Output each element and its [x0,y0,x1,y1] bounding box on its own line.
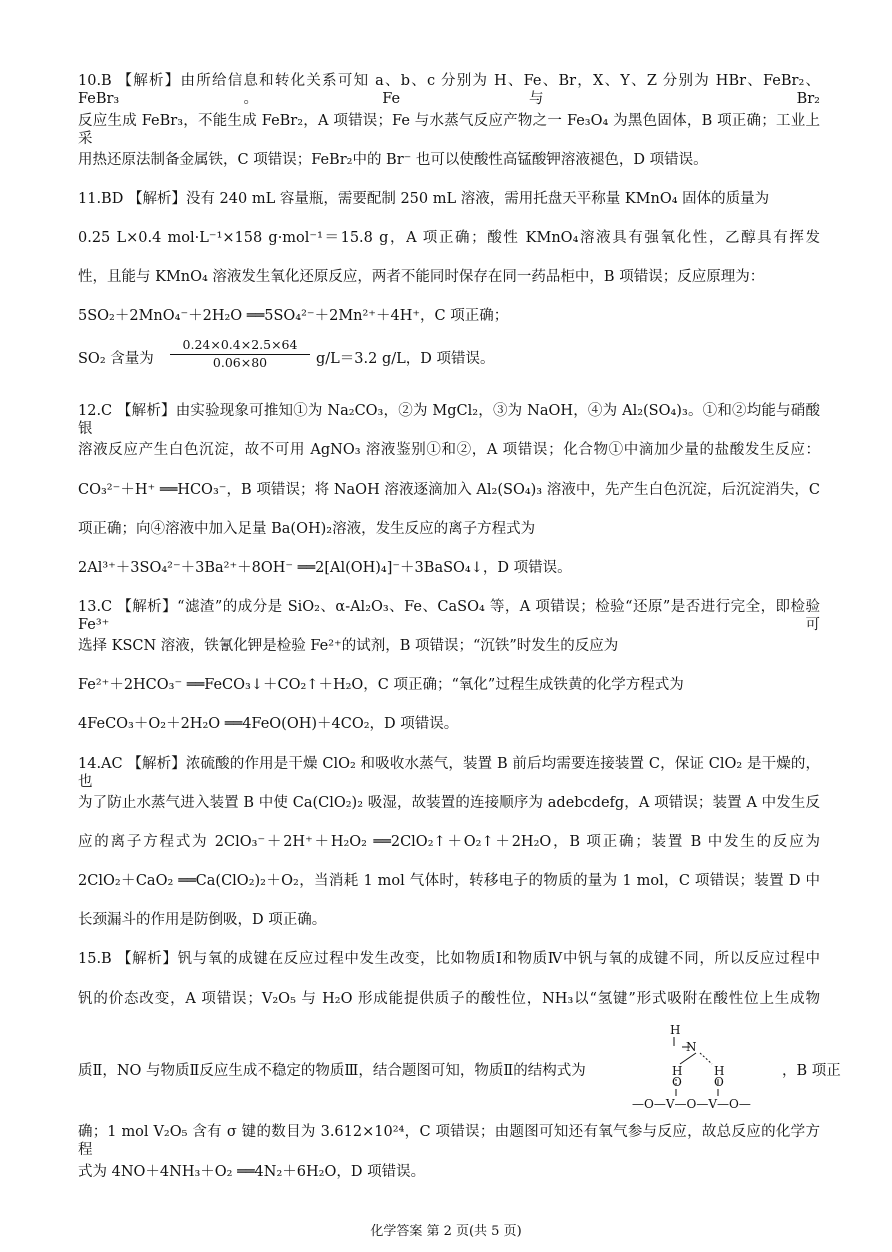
q11-line-2: 0.25 L×0.4 mol·L⁻¹×158 g·mol⁻¹＝15.8 g，A 项正确；酸性 KMnO₄溶液具有强氧化性，乙醇具有挥发 [78,230,820,246]
q12-line-1: 12.C 【解析】由实验现象可推知①为 Na₂CO₃，②为 MgCl₂，③为 NaOH，④为 Al₂(SO₄)₃。①和②均能与硝酸银 [78,403,820,437]
q11-so2-label: SO₂ 含量为 [78,351,154,367]
bond-n-h-lower-right [700,1053,712,1064]
q11-line-3: 性，且能与 KMnO₄ 溶液发生氧化还原反应，两者不能同时保存在同一药品柜中，B 项错误；反应原理为： [78,269,765,285]
q15-line-5: 式为 4NO＋4NH₃＋O₂ ══4N₂＋6H₂O，D 项错误。 [78,1164,426,1180]
q12-line-2: 溶液反应产生白色沉淀，故不可用 AgNO₃ 溶液鉴别①和②，A 项错误；化合物①中滴加少量的盐酸发生反应： [78,442,820,458]
q15-line-1: 15.B 【解析】钒与氧的成键在反应过程中发生改变，比如物质Ⅰ和物质Ⅳ中钒与氧的成键不同，所以反应过程中 [78,951,820,967]
q10-line-2: 反应生成 FeBr₃，不能生成 FeBr₂，A 项错误；Fe 与水蒸气反应产物之一 Fe₃O₄ 为黑色固体，B 项正确；工业上采 [78,113,820,147]
q14-line-5: 长颈漏斗的作用是防倒吸，D 项正确。 [78,912,327,928]
q15-line-2: 钒的价态改变，A 项错误；V₂O₅ 与 H₂O 形成能提供质子的酸性位，NH₃以“氢键”形式吸附在酸性位上生成物 [78,991,820,1007]
q15-line-3: 质Ⅱ，NO 与物质Ⅱ反应生成不稳定的物质Ⅲ，结合题图可知，物质Ⅱ的结构式为 [78,1063,586,1079]
q11-so2-result: g/L＝3.2 g/L，D 项错误。 [316,351,495,367]
fraction-denominator: 0.06×80 [212,355,268,370]
q15-line-4: 确；1 mol V₂O₅ 含有 σ 键的数目为 3.612×10²⁴，C 项错误；由题图可知还有氧气参与反应，故总反应的化学方程 [78,1124,820,1158]
q14-line-1: 14.AC 【解析】浓硫酸的作用是干燥 ClO₂ 和吸收水蒸气，装置 B 前后均需要连接装置 C，保证 ClO₂ 是干燥的，也 [78,756,820,790]
fraction-numerator: 0.24×0.4×2.5×64 [182,337,298,352]
q14-line-4: 2ClO₂＋CaO₂ ══Ca(ClO₂)₂＋O₂，当消耗 1 mol 气体时，转移电子的物质的量为 1 mol，C 项错误；装置 D 中 [78,873,820,889]
fraction-bar [170,354,310,355]
q12-line-3: CO₃²⁻＋H⁺ ══HCO₃⁻，B 项错误；将 NaOH 溶液逐滴加入 Al₂(SO₄)₃ 溶液中，先产生白色沉淀，后沉淀消失，C [78,482,820,498]
q10-line-1: 10.B 【解析】由所给信息和转化关系可知 a、b、c 分别为 H、Fe、Br，X、Y、Z 分别为 HBr、FeBr₂、FeBr₃。Fe 与 Br₂ [78,73,820,107]
q15-line-3-end: ，B 项正 [782,1063,841,1079]
structure-n: N [686,1040,697,1054]
q13-line-3: Fe²⁺＋2HCO₃⁻ ══FeCO₃↓＋CO₂↑＋H₂O，C 项正确；“氧化”过程生成铁黄的化学方程式为 [78,677,684,693]
q12-line-4: 项正确；向④溶液中加入足量 Ba(OH)₂溶液，发生反应的离子方程式为 [78,521,536,537]
structure-h-right: H [714,1064,725,1078]
structure-o-right: O [714,1075,724,1089]
q13-line-2: 选择 KSCN 溶液，铁氰化钾是检验 Fe²⁺的试剂，B 项错误；“沉铁”时发生的反应为 [78,638,619,654]
structure-formula [630,1022,780,1112]
structure-h-top: H [670,1023,681,1037]
structure-h-left: H [672,1064,683,1078]
q11-line-1: 11.BD 【解析】没有 240 mL 容量瓶，需要配制 250 mL 溶液，需用托盘天平称量 KMnO₄ 固体的质量为 [78,191,770,207]
q13-line-1: 13.C 【解析】“滤渣”的成分是 SiO₂、α-Al₂O₃、Fe、CaSO₄ 等，A 项错误；检验“还原”是否进行完全，即检验 Fe³⁺可 [78,599,820,633]
q14-line-3: 应的离子方程式为 2ClO₃⁻＋2H⁺＋H₂O₂ ══2ClO₂↑＋O₂↑＋2H₂O，B 项正确；装置 B 中发生的反应为 [78,834,820,850]
q13-line-4: 4FeCO₃＋O₂＋2H₂O ══4FeO(OH)＋4CO₂，D 项错误。 [78,716,459,732]
structure-chain: —O—V—O—V—O— [632,1097,751,1111]
q10-line-3: 用热还原法制备金属铁，C 项错误；FeBr₂中的 Br⁻ 也可以使酸性高锰酸钾溶液褪色，D 项错误。 [78,152,708,168]
so2-fraction [170,337,310,370]
page-footer: 化学答案 第 2 页(共 5 页) [370,1224,522,1239]
q11-equation: 5SO₂＋2MnO₄⁻＋2H₂O ══5SO₄²⁻＋2Mn²⁺＋4H⁺，C 项正确； [78,308,509,324]
q14-line-2: 为了防止水蒸气进入装置 B 中使 Ca(ClO₂)₂ 吸湿，故装置的连接顺序为 adebcdefg，A 项错误；装置 A 中发生反 [78,795,820,811]
q12-equation: 2Al³⁺＋3SO₄²⁻＋3Ba²⁺＋8OH⁻ ══2[Al(OH)₄]⁻＋3BaSO₄↓，D 项错误。 [78,560,572,576]
structure-o-left: O [672,1075,682,1089]
bond-n-h-lower-left [680,1053,696,1064]
